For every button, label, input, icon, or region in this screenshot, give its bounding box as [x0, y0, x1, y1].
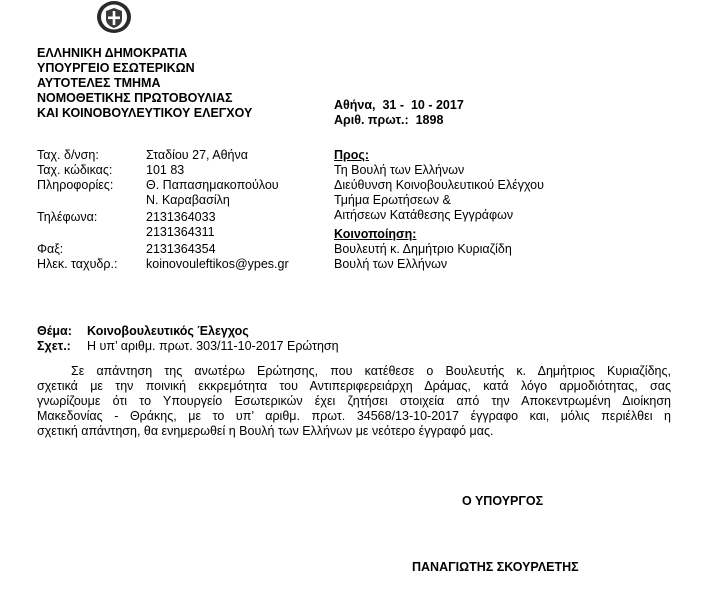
issuer-line: ΥΠΟΥΡΓΕΙΟ ΕΣΩΤΕΡΙΚΩΝ: [37, 61, 195, 75]
phone-value: 2131364033: [146, 210, 216, 224]
date-line: Αθήνα, 31 - 10 - 2017: [334, 98, 464, 112]
to-line: Αιτήσεων Κατάθεσης Εγγράφων: [334, 208, 514, 222]
phone-label: Τηλέφωνα:: [37, 210, 98, 224]
issuer-line: ΕΛΛΗΝΙΚΗ ΔΗΜΟΚΡΑΤΙΑ: [37, 46, 188, 60]
ref-value: Η υπ’ αριθμ. πρωτ. 303/11-10-2017 Ερώτηση: [87, 339, 339, 353]
protocol-line: Αριθ. πρωτ.: 1898: [334, 113, 444, 127]
issuer-line: ΑΥΤΟΤΕΛΕΣ ΤΜΗΜΑ: [37, 76, 161, 90]
cc-line: Βουλή των Ελλήνων: [334, 257, 448, 271]
to-label: Προς:: [334, 148, 370, 162]
phone-value: 2131364311: [146, 225, 215, 239]
cc-label: Κοινοποίηση:: [334, 227, 417, 241]
theme-value: Κοινοβουλευτικός Έλεγχος: [87, 324, 249, 338]
info-value: Θ. Παπασημακοπούλου: [146, 178, 279, 192]
date-protocol-block: [334, 98, 464, 128]
issuer-block: [37, 46, 252, 121]
to-line: Διεύθυνση Κοινοβουλευτικού Ελέγχου: [334, 178, 544, 192]
body-line: γνωρίζουμε ότι το Υπουργείο Εσωτερικών έχει ζητήσει στοιχεία από την Αποκεντρωμένη Διοίκηση: [37, 394, 671, 408]
body-line: Σε απάντηση της ανωτέρω Ερώτησης, που κατέθεσε ο Βουλευτής κ. Δημήτριος Κυριαζίδης,: [71, 364, 671, 378]
subject-block: [37, 324, 677, 356]
theme-label: Θέμα:: [37, 324, 72, 338]
signatory-name: ΠΑΝΑΓΙΩΤΗΣ ΣΚΟΥΡΛΕΤΗΣ: [412, 560, 579, 574]
address-value: Σταδίου 27, Αθήνα: [146, 148, 248, 162]
body-paragraph: [37, 364, 671, 439]
issuer-line: ΚΑΙ ΚΟΙΝΟΒΟΥΛΕΥΤΙΚΟΥ ΕΛΕΓΧΟΥ: [37, 106, 253, 120]
body-line: σχετική απάντηση, θα ενημερωθεί η Βουλή των Ελλήνων με νεότερο έγγραφό μας.: [37, 424, 494, 438]
to-line: Τη Βουλή των Ελλήνων: [334, 163, 465, 177]
body-line: Μακεδονίας - Θράκης, με το υπ’ αριθμ. πρωτ. 34568/13-10-2017 έγγραφο και, μόλις περιέλθει η: [37, 409, 671, 423]
recipient-block: [334, 148, 544, 272]
email-value: koinovouleftikos@ypes.gr: [146, 257, 289, 271]
email-label: Ηλεκ. ταχυδρ.:: [37, 257, 118, 271]
address-label: Ταχ. δ/νση:: [37, 148, 99, 162]
postal-value: 101 83: [146, 163, 185, 177]
fax-value: 2131364354: [146, 242, 216, 256]
to-line: Τμήμα Ερωτήσεων &: [334, 193, 451, 207]
coat-of-arms-icon: [95, 0, 133, 34]
info-value: Ν. Καραβασίλη: [146, 193, 230, 207]
body-line: σχετικά με την ποινική εκκρεμότητα του Αντιπεριφερειάρχη Δράμας, κατά λόγο αρμοδιότητας, σας: [37, 379, 671, 393]
fax-label: Φαξ:: [37, 242, 64, 256]
signatory-title: Ο ΥΠΟΥΡΓΟΣ: [462, 494, 544, 508]
ref-label: Σχετ.:: [37, 339, 71, 353]
postal-label: Ταχ. κώδικας:: [37, 163, 113, 177]
info-label: Πληροφορίες:: [37, 178, 114, 192]
cc-line: Βουλευτή κ. Δημήτριο Κυριαζίδη: [334, 242, 512, 256]
issuer-line: ΝΟΜΟΘΕΤΙΚΗΣ ΠΡΩΤΟΒΟΥΛΙΑΣ: [37, 91, 233, 105]
